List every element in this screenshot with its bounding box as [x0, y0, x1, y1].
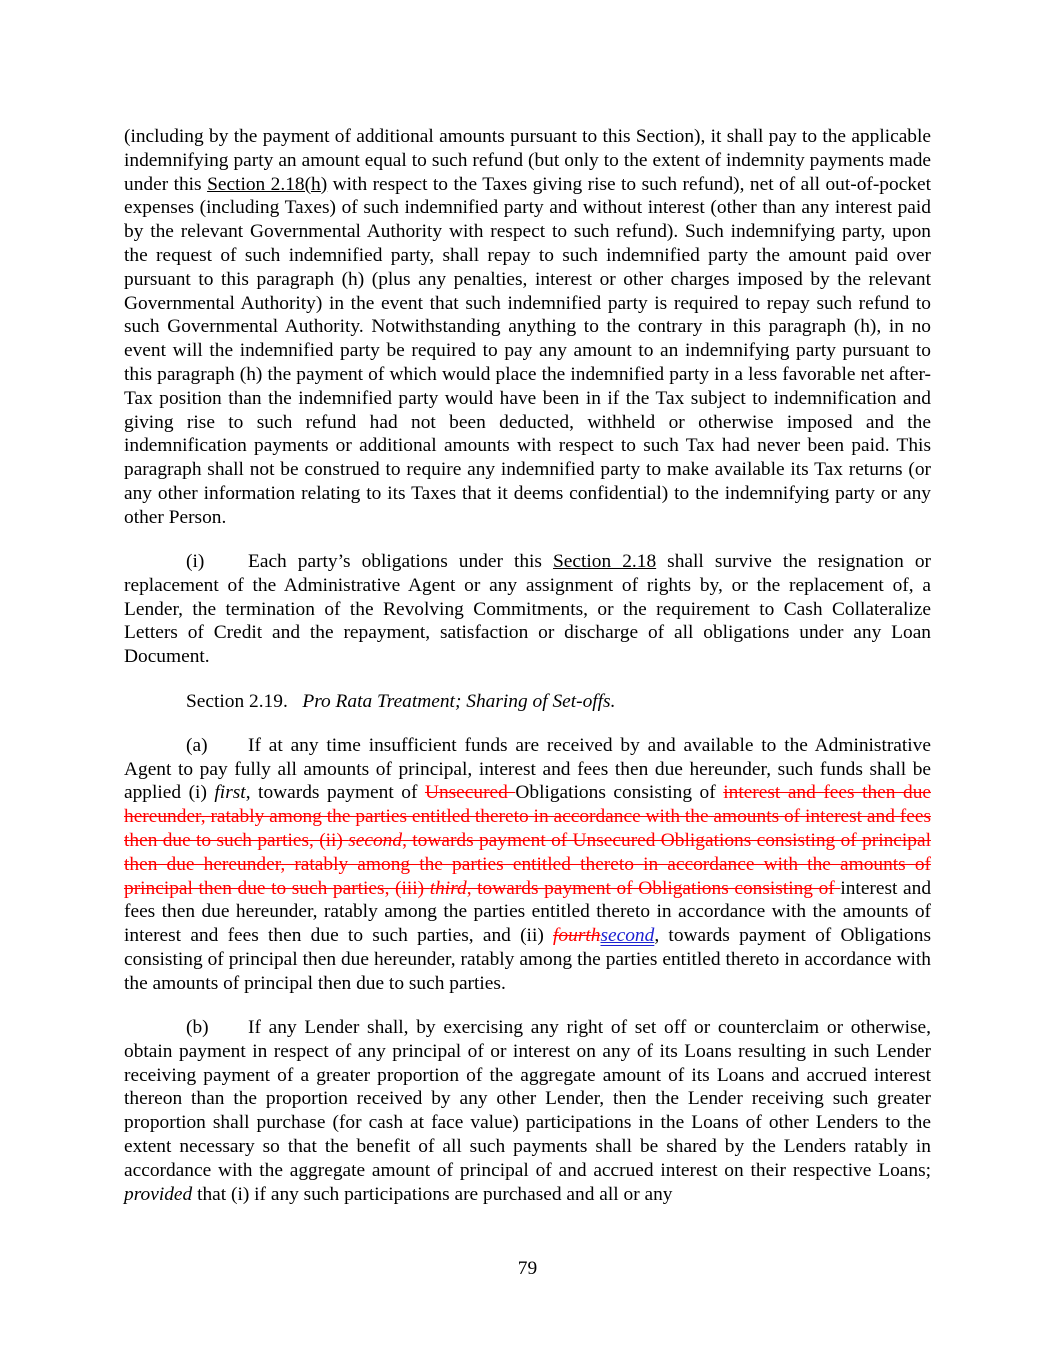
text: Obligations consisting of	[515, 782, 724, 804]
text: interest and fees then due hereunder, ratably among the parties entitled thereto in accordance with the amounts of interest and fees then due to such parties, and (ii)	[124, 877, 932, 947]
section-title: Pro Rata Treatment; Sharing of Set-offs.	[302, 690, 616, 712]
text: , towards payment of	[245, 782, 425, 804]
paragraph-label: (b)	[186, 1017, 209, 1039]
section-number: Section 2.19.	[186, 690, 288, 712]
text: that (i) if any such participations are purchased and all or any	[192, 1183, 673, 1205]
section-heading	[124, 690, 931, 714]
paragraph-label: (i)	[186, 551, 205, 573]
paragraph-label: (a)	[186, 734, 208, 756]
emphasis-first: first	[214, 782, 246, 804]
text: If any Lender shall, by exercising any right of set off or counterclaim or otherwise, obtain payment in respect of any principal of or interest on any of its Loans resulting in such Lender receiving payment of a greater proportion of the aggregate amount of its Loans and accrued interest thereon than the proportion received by any other Lender, then the Lender receiving such greater proportion shall purchase (for cash at face value) participations in the Loans of other Lenders to the extent necessary so that the benefit of all such payments shall be shared by the Lenders ratably in accordance with the aggregate amount of principal of and accrued interest on their respective Loans;	[124, 1017, 931, 1181]
deleted-text: Unsecured	[424, 782, 516, 804]
text: If at any time insufficient funds are received by and available to the Administrative Agent to pay fully all amounts of principal, interest and fees then due hereunder, such funds shall be applied (i)	[124, 734, 931, 804]
deleted-text-italic: third	[429, 877, 467, 899]
text: shall survive the resignation or replacement of the Administrative Agent or any assignment of rights by, or the replacement of, a Lender, the termination of the Revolving Commitments, or the requirement to Cash Collateralize Letters of Credit and the repayment, satisfaction or discharge of all obligations under any Loan Document.	[124, 551, 931, 668]
text: , towards payment of Obligations consisting of principal then due hereunder, ratably among the parties entitled thereto in accordance with the amounts of principal then due to such parties.	[124, 925, 931, 994]
section-reference-link[interactable]: Section 2.18(h)	[207, 173, 328, 195]
document-page	[124, 125, 931, 1227]
text: with respect to the Taxes giving rise to such refund), net of all out-of-pocket expenses (including Taxes) of such indemnified party and without interest (other than any interest paid by the relevant Governmental Authority with respect to such refund). Such indemnifying party, upon the request of such indemnified party, shall repay to such indemnified party the amount paid over pursuant to this paragraph (h) (plus any penalties, interest or other charges imposed by the relevant Governmental Authority) in the event that such indemnified party is required to repay such refund to such Governmental Authority. Notwithstanding anything to the contrary in this paragraph (h), in no event will the indemnified party be required to pay any amount to an indemnifying party pursuant to this paragraph (h) the payment of which would place the indemnified party in a less favorable net after-Tax position than the indemnified party would have been in if the Tax subject to indemnification and giving rise to such refund had not been deducted, withheld or otherwise imposed and the indemnification payments or additional amounts with respect to such Tax had never been paid. This paragraph shall not be construed to require any indemnified party to make available its Tax returns (or any other information relating to its Taxes that it deems confidential) to the indemnifying party or any other Person.	[124, 173, 931, 528]
deleted-text: , towards payment of Unsecured Obligations consisting of principal then due hereunder, ratably among the parties entitled thereto in accordance with the amounts of principal then due to such parties, (iii)	[124, 830, 931, 899]
deleted-text: interest and fees then due hereunder, ratably among the parties entitled thereto in accordance with the amounts of interest and fees then due to such parties, (ii)	[124, 782, 931, 852]
inserted-text: second	[600, 925, 655, 947]
paragraph-b	[124, 1016, 931, 1206]
text: Each party’s obligations under this	[248, 551, 554, 573]
deleted-text-italic: second	[348, 830, 403, 852]
deleted-text-italic: fourth	[553, 925, 601, 947]
text: (including by the payment of additional amounts pursuant to this Section), it shall pay to the applicable indemnifying party an amount equal to such refund (but only to the extent of indemnity payments made under this	[124, 126, 931, 195]
emphasis-provided: provided	[124, 1183, 193, 1205]
page-number: 79	[517, 1258, 538, 1279]
paragraph-h-continuation	[124, 125, 931, 530]
section-reference-link[interactable]: Section 2.18	[553, 551, 657, 573]
paragraph-a	[124, 734, 931, 996]
paragraph-i	[124, 550, 931, 669]
deleted-text: , towards payment of Obligations consisting of	[466, 877, 841, 899]
